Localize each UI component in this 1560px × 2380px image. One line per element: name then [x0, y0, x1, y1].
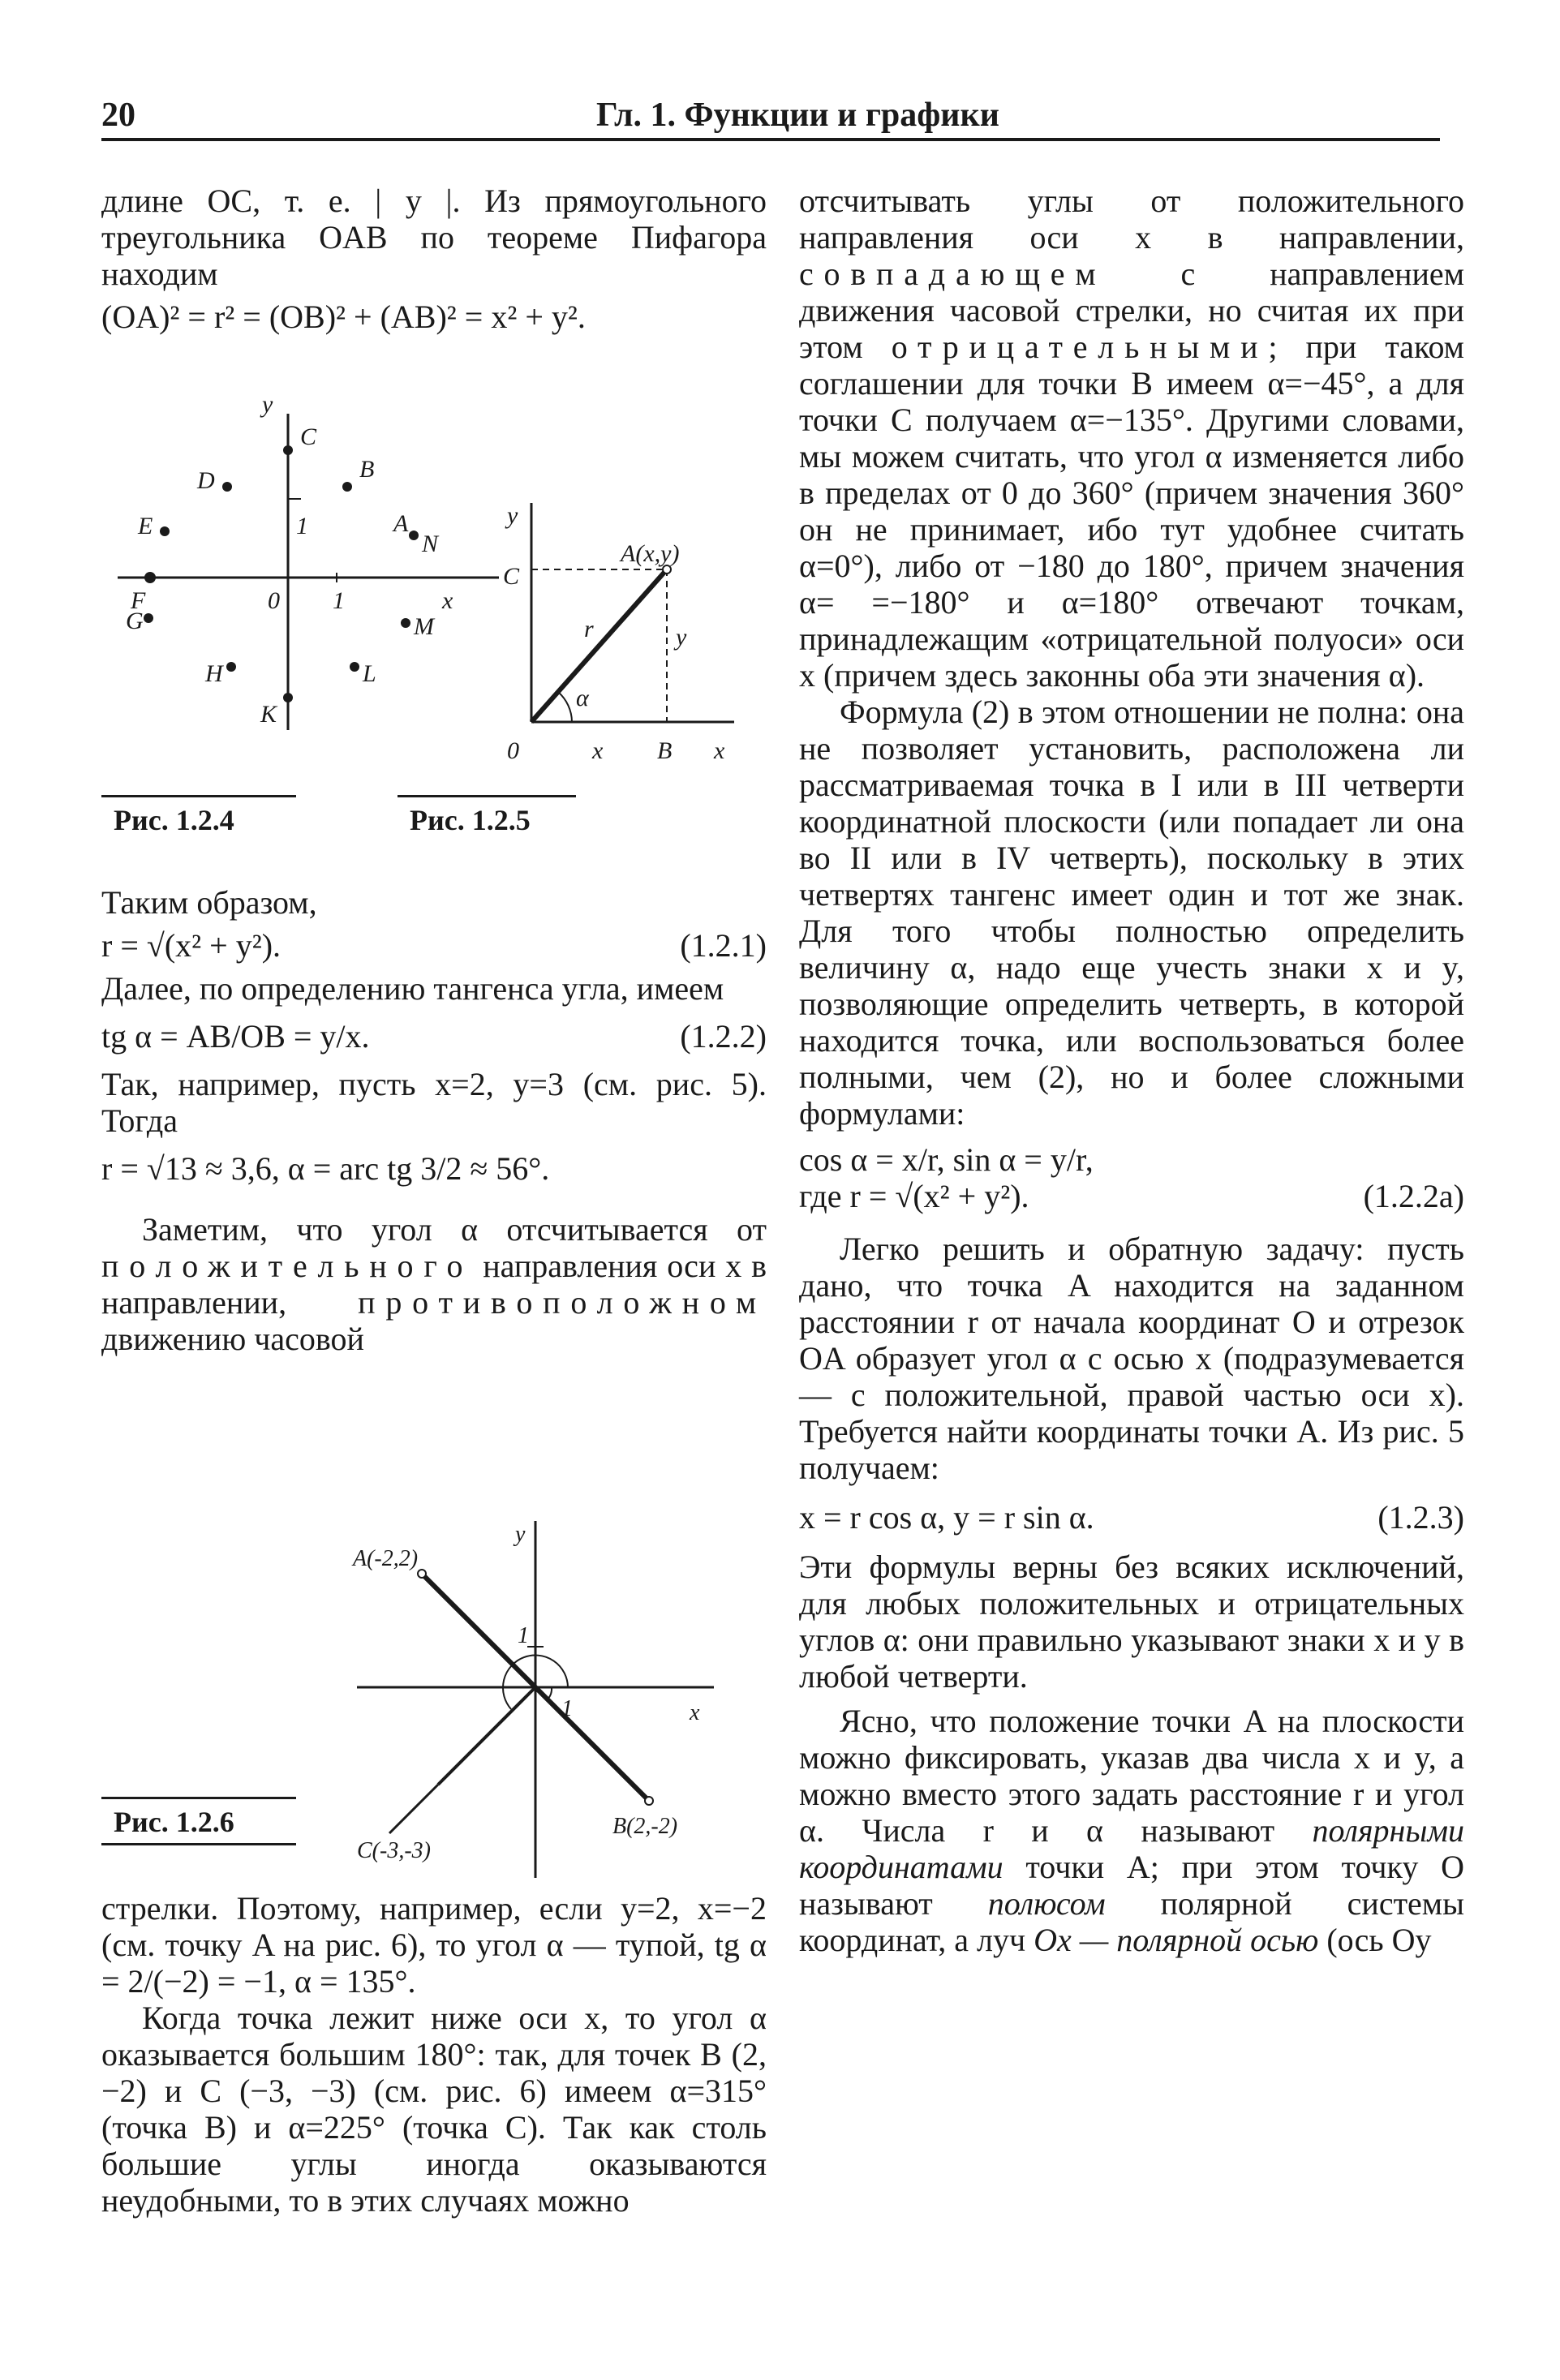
fig6-label: y — [515, 1522, 526, 1547]
equation-number: (1.2.2) — [680, 1018, 767, 1055]
figure-caption: Рис. 1.2.4 — [114, 804, 234, 836]
caption-rule — [101, 1843, 296, 1845]
left-column-bottom — [101, 1890, 767, 2219]
paragraph: стрелки. Поэтому, например, если y=2, x=−2 (см. точку A на рис. 6), то угол α — тупой, tg α = 2/(−2) = −1, α = 135°. — [101, 1890, 767, 2000]
paragraph: отсчитывать углы от положительного направления оси x в направлении, совпадающем с направлением движения часовой стрелки, но считая их при этом отрицательными; при таком соглашении для точки B имеем α=−45°, а для точки C получаем α=−135°. Другими словами, мы можем считать, что угол α изменяется либо в пределах от 0 до 360° (причем значения 360° он не принимает, ибо тут удобнее считать α=0°), либо от −180 до 180°, причем значения α= =−180° и α=180° отвечают точкам, принадлежащим «отрицательной полуоси» оси x (причем здесь законны оба эти значения α). — [799, 183, 1464, 694]
running-title: Гл. 1. Функции и графики — [596, 97, 999, 134]
fig4-label: K — [260, 701, 277, 728]
figure-caption: Рис. 1.2.6 — [114, 1806, 234, 1838]
equation: tg α = AB/OB = y/x. — [101, 1018, 370, 1055]
equation-1-2-2a — [799, 1141, 1464, 1214]
fig6-label: 1 — [561, 1696, 573, 1721]
fig6-label: B(2,-2) — [612, 1814, 678, 1839]
fig4-label: G — [126, 608, 144, 634]
fig6-label: 1 — [518, 1623, 529, 1648]
paragraph: Ясно, что положение точки A на плоскости можно фиксировать, указав два числа x и y, а можно вместо этого задать расстояние r и угол α. Числа r и α называют полярными координатами точки A; при этом точку O называют полюсом полярной системы координат, а луч Ox — полярной осью (ось Oy — [799, 1703, 1464, 1958]
fig4-label: M — [414, 613, 434, 640]
radius-segment — [531, 569, 667, 722]
fig4-label: D — [197, 467, 215, 494]
header-rule — [101, 138, 1440, 141]
figure-1-2-5 — [503, 502, 734, 764]
fig5-label: C — [503, 563, 520, 590]
paragraph: Формула (2) в этом отношении не полна: она не позволяет установить, расположена ли рассматриваемая точка в I или в III четверти координатной плоскости (или попадает ли она во II или в IV четверть), поскольку в этих четвертях тангенс имеет один и тот же знак. Для того чтобы полностью определить величину α, надо еще учесть знаки x и y, позволяющие определить четверть, в которой находится точка, или воспользоваться более полными, чем (2), но и более сложными формулами: — [799, 694, 1464, 1132]
caption-rule — [101, 1797, 296, 1799]
fig4-label: A — [393, 510, 409, 537]
spaced-emphasis: противоположном — [358, 1284, 767, 1321]
fig5-label: x — [592, 737, 604, 764]
fig4-label: H — [205, 660, 223, 687]
equation-1-2-3 — [799, 1499, 1464, 1536]
paragraph: Далее, по определению тангенса угла, имеем — [101, 970, 724, 1007]
equation-number: (1.2.2а) — [1363, 1178, 1464, 1214]
fig5-label: y — [676, 624, 687, 651]
figure-1-2-4 — [118, 391, 499, 730]
fig5-label: x — [714, 737, 725, 764]
fig4-label: 0 — [268, 587, 280, 614]
fig6-label: C(-3,-3) — [357, 1838, 431, 1863]
equation: где r = √(x² + y²). — [799, 1178, 1029, 1214]
fig4-label: x — [442, 587, 453, 614]
paragraph: длине OC, т. е. | y |. Из прямоугольного треугольника OAB по теореме Пифагора находим — [101, 183, 767, 292]
left-column-top — [101, 183, 767, 342]
fig5-label: r — [584, 616, 594, 642]
paragraph: Эти формулы верны без всяких исключений, для любых положительных и отрицательных углов α: они правильно указывают знаки x и y в любой четверти. — [799, 1549, 1464, 1695]
caption-rule — [101, 795, 296, 797]
equation: r = √13 ≈ 3,6, α = arc tg 3/2 ≈ 56°. — [101, 1150, 550, 1187]
paragraph: Легко решить и обратную задачу: пусть дано, что точка A находится на заданном расстоянии r от начала координат O и отрезок OA образует угол α с осью x (подразумевается — с положительной, правой частью оси x). Требуется найти координаты точки A. Из рис. 5 получаем: — [799, 1231, 1464, 1486]
equation-number: (1.2.3) — [1377, 1499, 1464, 1536]
spaced-emphasis: совпадающем — [799, 256, 1107, 292]
figure-caption: Рис. 1.2.5 — [410, 804, 531, 836]
fig5-label: B — [657, 737, 673, 764]
left-column-middle — [101, 884, 767, 1357]
equation-1-2-2 — [101, 1018, 767, 1055]
fig4-label: C — [300, 423, 317, 450]
fig4-label: E — [138, 513, 153, 539]
paragraph: Заметим, что угол α отсчитывается от положительного направления оси x в направлении, противоположном движению часовой — [101, 1211, 767, 1357]
paragraph: Когда точка лежит ниже оси x, то угол α оказывается большим 180°: так, для точек B (2, −2) и C (−3, −3) (см. рис. 6) имеем α=315° (точка B) и α=225° (точка C). Так как столь большие углы иногда оказываются неудобными, то в этих случаях можно — [101, 2000, 767, 2219]
fig5-label: y — [507, 502, 518, 529]
fig5-label: α — [576, 685, 589, 711]
equation: x = r cos α, y = r sin α. — [799, 1499, 1094, 1536]
fig6-label: x — [690, 1700, 700, 1725]
segment-c — [438, 1687, 535, 1785]
equation-pythagoras — [101, 299, 767, 335]
fig5-label: A(x,y) — [621, 540, 680, 567]
page-number: 20 — [101, 97, 135, 134]
equation-1-2-1 — [101, 927, 767, 964]
fig4-label: L — [363, 660, 376, 687]
italic-term: Ox — полярной осью — [1034, 1922, 1319, 1958]
figure-1-2-6 — [308, 1505, 763, 1886]
fig4-label: 1 — [296, 513, 308, 539]
paragraph: Так, например, пусть x=2, y=3 (см. рис. 5). Тогда — [101, 1066, 767, 1139]
spaced-emphasis: отрицательными — [891, 329, 1269, 365]
fig4-label: N — [422, 531, 439, 557]
equation: cos α = x/r, sin α = y/r, — [799, 1141, 1094, 1178]
figures-4-5 — [101, 381, 767, 836]
equation: r = √(x² + y²). — [101, 927, 281, 964]
paragraph: Таким образом, — [101, 884, 317, 921]
fig5-label: 0 — [507, 737, 519, 764]
fig4-label: F — [131, 587, 146, 614]
italic-term: полярными координатами — [799, 1812, 1464, 1885]
equation: (OA)² = r² = (OB)² + (AB)² = x² + y². — [101, 299, 586, 335]
caption-rule — [398, 795, 576, 797]
italic-term: полюсом — [987, 1885, 1106, 1922]
right-column-top — [799, 183, 1464, 1958]
equation-number: (1.2.1) — [680, 927, 767, 964]
equation-example — [101, 1150, 767, 1187]
fig4-label: y — [262, 391, 273, 418]
fig6-label: A(-2,2) — [353, 1546, 419, 1571]
spaced-emphasis: положительного — [101, 1248, 474, 1284]
fig4-label: 1 — [333, 587, 345, 614]
fig4-label: B — [359, 456, 375, 483]
